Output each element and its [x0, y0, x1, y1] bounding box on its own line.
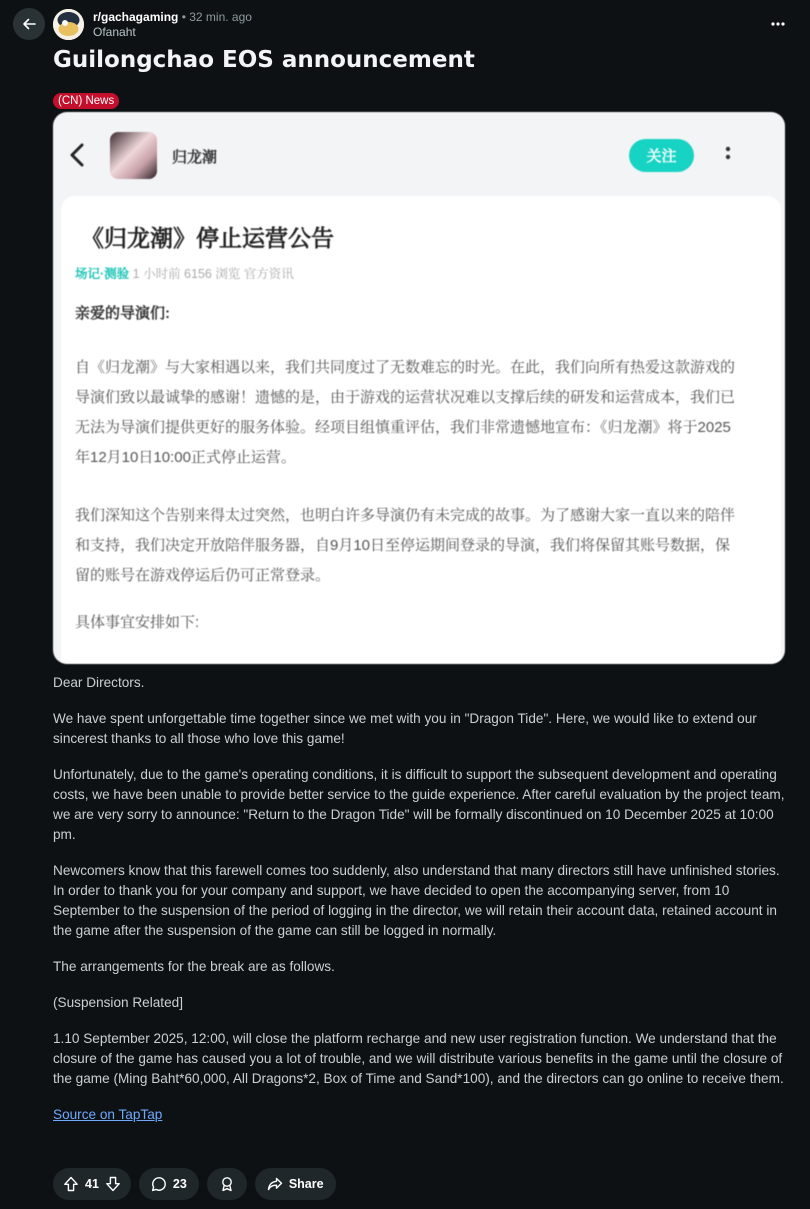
- share-button[interactable]: [255, 1168, 336, 1200]
- article-paragraph: 具体事宜安排如下:: [75, 614, 200, 631]
- comment-icon: [151, 1176, 167, 1192]
- subreddit-avatar-icon: [53, 9, 84, 40]
- article-meta: [75, 264, 294, 282]
- chevron-left-icon: [67, 142, 87, 168]
- body-paragraph: 1.10 September 2025, 12:00, will close the platform recharge and new user registration function. We understand that the closure of the game has caused you a lot of trouble, and we will distribute various benefits in the game until the closure of the game (Ming Baht*60,000, All Dragons*2, Box of Time and Sand*100), and the directors can go online to receive them.: [53, 1031, 784, 1086]
- body-paragraph: We have spent unforgettable time together since we met with you in "Dragon Tide". Here, we would like to extend our sincerest thanks to all those who love this game!: [53, 711, 757, 746]
- share-label: Share: [288, 1177, 324, 1191]
- follow-button: 关注: [629, 139, 694, 172]
- arrow-left-icon: [21, 16, 37, 32]
- body-paragraph: The arrangements for the break are as follows.: [53, 959, 335, 974]
- award-icon: [219, 1176, 235, 1192]
- more-options-button[interactable]: [768, 14, 788, 34]
- post-body: [53, 673, 788, 1141]
- vote-pill: [53, 1168, 131, 1200]
- article-greeting: 亲爱的导演们:: [75, 305, 170, 322]
- award-button[interactable]: [207, 1168, 247, 1200]
- article-headline: 《归龙潮》停止运营公告: [81, 225, 334, 251]
- article-tag: 场记·测验: [75, 267, 130, 281]
- body-paragraph: Dear Directors.: [53, 675, 145, 690]
- account-name: 归龙潮: [172, 149, 218, 166]
- subreddit-name[interactable]: r/gachagaming: [93, 10, 179, 24]
- article-paragraph: 自《归龙潮》与大家相遇以来，我们共同度过了无数难忘的时光。在此，我们向所有热爱这款游戏的导演们致以最诚挚的感谢！遗憾的是，由于游戏的运营状况难以支撑后续的研发和运营成本，我们已无法为导演们提供更好的服务体验。经项目组慎重评估，我们非常遗憾地宣布：《归龙潮》将于2025年12月10日10:00正式停止运营。: [75, 359, 736, 466]
- more-horizontal-icon: [771, 22, 785, 26]
- body-paragraph: Unfortunately, due to the game's operating conditions, it is difficult to support the subsequent development and operating costs, we have been unable to provide better service to the guide experience. After careful evaluation by the project team, we are very sorry to announce: "Return to the Dragon Tide" will be formally discontinued on 10 December 2025 at 10:00 pm.: [53, 767, 785, 842]
- upvote-icon[interactable]: [63, 1176, 79, 1192]
- back-button[interactable]: [13, 8, 45, 40]
- post-title: Guilongchao EOS announcement: [53, 47, 475, 73]
- article-stats: 1 小时前 6156 浏览 官方资讯: [132, 267, 294, 281]
- post-actions: [53, 1168, 336, 1200]
- post-flair[interactable]: (CN) News: [53, 93, 119, 109]
- post-image[interactable]: [53, 112, 785, 664]
- article-paragraph: 我们深知这个告别来得太过突然，也明白许多导演仍有未完成的故事。为了感谢大家一直以来的陪伴和支持，我们决定开放陪伴服务器，自9月10日至停运期间登录的导演，我们将保留其账号数据，保留的账号在游戏停运后仍可正常登录。: [75, 507, 736, 584]
- image-header: [53, 112, 785, 202]
- share-icon: [267, 1176, 283, 1192]
- comments-button[interactable]: [139, 1168, 199, 1200]
- body-paragraph: (Suspension Related]: [53, 995, 183, 1010]
- post-author[interactable]: Ofanaht: [93, 25, 136, 39]
- comment-count: 23: [172, 1177, 187, 1191]
- image-article: [61, 196, 781, 664]
- post-time: 32 min. ago: [189, 10, 252, 24]
- meta-separator: •: [181, 10, 186, 24]
- more-vertical-icon: [725, 145, 731, 165]
- vote-count: 41: [85, 1177, 99, 1191]
- source-link[interactable]: Source on TapTap: [53, 1107, 163, 1122]
- account-avatar: [110, 132, 157, 179]
- body-paragraph: Newcomers know that this farewell comes too suddenly, also understand that many directors still have unfinished stories. In order to thank you for your company and support, we have decided to open the accompanying server, from 10 September to the suspension of the period of logging in the director, we will retain their account data, retained account in the game after the suspension of the game can still be logged in normally.: [53, 863, 780, 938]
- subreddit-avatar[interactable]: [53, 9, 84, 40]
- post-meta: [93, 10, 252, 40]
- downvote-icon[interactable]: [105, 1176, 121, 1192]
